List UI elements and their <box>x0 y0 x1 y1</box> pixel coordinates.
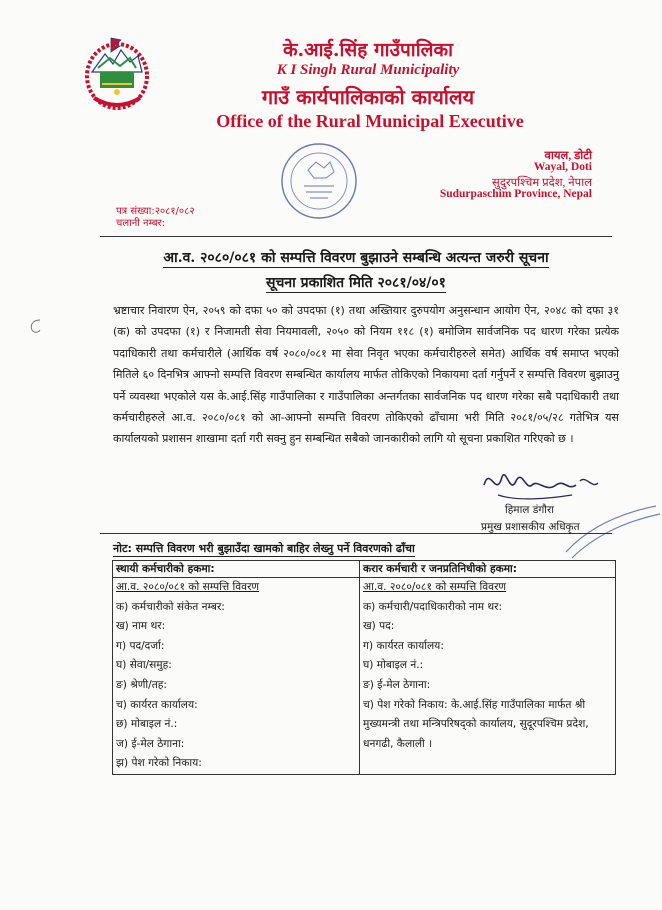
nepal-emblem-icon <box>78 32 156 114</box>
letterhead-office-english: Office of the Rural Municipal Executive <box>216 111 524 131</box>
letter-number: पत्र संख्या:२०८१/०८२ <box>116 206 195 217</box>
address-line-3: सुदुरपश्चिम प्रदेश, नेपाल <box>492 177 592 189</box>
signatory-designation: प्रमुख प्रशासकीय अधिकृत <box>481 521 580 533</box>
list-item: ज) ई-मेल ठेगाना: <box>116 737 185 750</box>
list-item: ग) पद/दर्जा: <box>116 639 165 652</box>
table-header-contract: करार कर्मचारी र जनप्रतिनिधीको हकमा: <box>360 561 616 578</box>
letterhead-name-nepali: के.आई.सिंह गाउँपालिका <box>282 39 454 61</box>
address-line-1: वायल, डोटी <box>544 150 592 162</box>
header-divider <box>100 236 612 237</box>
list-item: क) कर्मचारी/पदाधिकारीको नाम थर: <box>363 600 503 613</box>
address-line-4: Sudurpaschim Province, Nepal <box>439 188 592 200</box>
list-item: च) पेश गरेको निकाय: के.आई.सिंह गाउँपालिका मार्फत श्री मुख्यमन्त्री तथा मन्त्रिपरिषद्को कार्यालय, सुदूरपश्चिम प्रदेश, धनगढी, कैलाली । <box>363 698 589 750</box>
table-row <box>113 578 616 775</box>
list-item: ङ) ई-मेल ठेगाना: <box>363 678 431 691</box>
list-item: ख) नाम थर: <box>116 620 166 633</box>
letterhead-name-english: K I Singh Rural Municipality <box>276 62 460 78</box>
list-item: छ) मोबाइल नं.: <box>116 718 178 731</box>
list-item: च) कार्यरत कार्यालय: <box>116 698 198 711</box>
note-heading: नोट: सम्पत्ति विवरण भरी बुझाउँदा खामको बाहिर लेख्नु पर्ने विवरणको ढाँचा <box>113 542 415 555</box>
list-item: क) कर्मचारीको संकेत नम्बर: <box>116 600 225 613</box>
contract-subheader: आ.व. २०८०/०८१ को सम्पत्ति विवरण <box>363 581 507 593</box>
list-item: ङ) श्रेणी/तह: <box>116 678 167 691</box>
table-header-permanent: स्थायी कर्मचारीको हकमा: <box>113 561 360 578</box>
signature-divider <box>100 533 612 534</box>
punch-hole-mark <box>28 318 44 334</box>
letterhead-office-nepali: गाउँ कार्यपालिकाको कार्यालय <box>261 85 475 109</box>
list-item: घ) सेवा/समुह: <box>116 659 172 672</box>
address-line-2: Wayal, Doti <box>533 161 592 173</box>
envelope-format-table <box>112 560 616 775</box>
signatory-name: हिमाल डंगौरा <box>505 504 555 516</box>
contract-staff-column <box>360 578 616 775</box>
notice-title: आ.व. २०८०/०८१ को सम्पत्ति विवरण बुझाउने सम्बन्धि अत्यन्त जरुरी सूचना <box>163 250 549 266</box>
dispatch-number: चलानी नम्बर: <box>116 218 166 229</box>
reference-block <box>116 206 195 230</box>
office-stamp-icon <box>278 140 360 222</box>
notice-body: भ्रष्टाचार निवारण ऐन, २०५९ को दफा ५० को उपदफा (१) तथा अख्तियार दुरुपयोग अनुसन्धान आयोग ऐन, २०४८ को दफा ३१ (क) को उपदफा (१) र निजामती सेवा नियमावली, २०५० को नियम ११८ (१) बमोजिम सार्वजनिक पद धारण गरेका प्रत्येक पदाधिकारी तथा कर्मचारीले (आर्थिक वर्ष २०८०/०८१ मा सेवा निवृत भएका कर्मचारीहरुले समेत) आर्थिक वर्ष समाप्त भएको मितिले ६० दिनभित्र आफ्नो सम्पत्ति विवरण सम्बन्धित कार्यालय मार्फत तोकिएको निकायमा दर्ता गर्नुपर्ने र सम्पत्ति विवरण बुझाउनु पर्ने व्यवस्था भएकोले यस के.आई.सिंह गाउँपालिका र गाउँपालिका अन्तर्गतका सार्वजनिक पद धारण गरेका सबै पदाधिकारी तथा कर्मचारीहरुले आ.व. २०८०/०८१ को आ-आफ्नो सम्पत्ति विवरण तोकिएको ढाँचामा भरी मिति २०८१/०५/२८ गतेभित्र यस कार्यालयको प्रशासन शाखामा दर्ता गरी सक्नु हुन सम्बन्धित सबैको जानकारीको लागि यो सूचना प्रकाशित गरिएको छ । <box>113 304 619 446</box>
list-item: ख) पद: <box>363 620 395 633</box>
permanent-staff-column <box>113 578 360 775</box>
designation-stamp-icon <box>556 500 662 560</box>
list-item: ग) कार्यरत कार्यालय: <box>363 639 444 652</box>
table-header-row <box>113 561 616 578</box>
list-item: झ) पेश गरेको निकाय: <box>116 757 202 770</box>
permanent-subheader: आ.व. २०८०/०८१ को सम्पत्ति विवरण <box>116 581 260 593</box>
notice-published-date: सूचना प्रकाशित मिति २०८१/०४/०१ <box>266 275 446 291</box>
list-item: घ) मोबाइल नं.: <box>363 659 424 672</box>
